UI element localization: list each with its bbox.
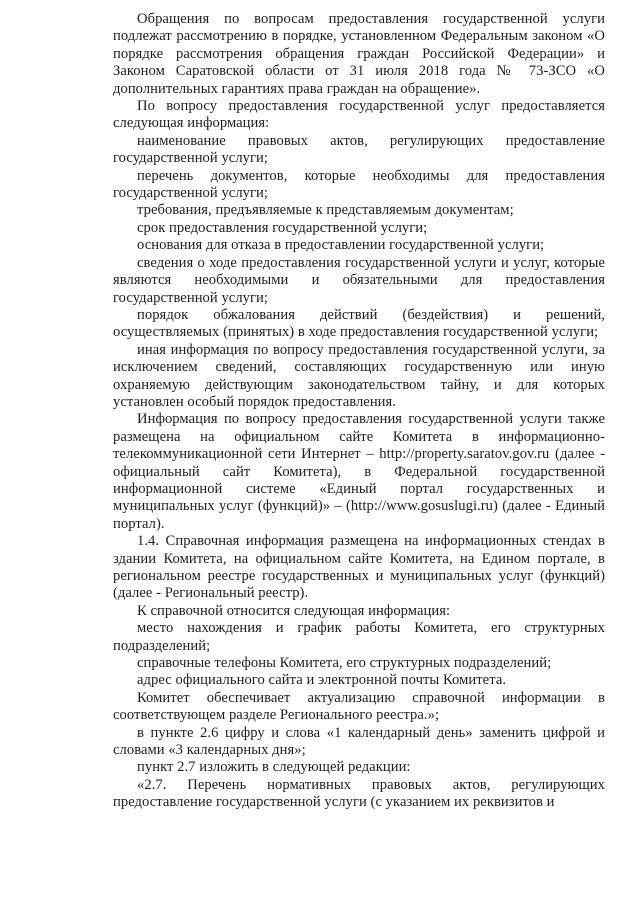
list-item-appeal-procedure: порядок обжалования действий (бездействия) и решений, осуществляемых (принятых) в ходе предоставления государственной услуги; [113,306,605,341]
list-item-website-email: адрес официального сайта и электронной почты Комитета. [137,672,507,689]
list-item-location-schedule: место нахождения и график работы Комитета, его структурных подразделений; [113,620,605,654]
list-item-phones: справочные телефоны Комитета, его структурных подразделений; [137,655,552,672]
paragraph-clause-2-7-intro: пункт 2.7 изложить в следующей редакции: [137,759,411,776]
paragraph-online-sources: Информация по вопросу предоставления государственной услуги также размещена на официальном сайте Комитета в информационно-телекоммуникационной сети Интернет – http://property.saratov.gov.ru (далее - официальный сайт Комитета), в Федеральной государственной информационной системе «Единый портал государственных и муниципальных услуг (функций)» – (http://www.gosuslugi.ru) (далее - Единый портал). [113,411,605,532]
list-item-refusal-grounds: основания для отказа в предоставлении государственной услуги; [137,237,545,254]
paragraph-actualization: Комитет обеспечивает актуализацию справочной информации в соответствующем разделе Регионального реестра.»; [113,689,605,724]
paragraph-clause-2-7-text: «2.7. Перечень нормативных правовых актов, регулирующих предоставление государственной услуги (с указанием их реквизитов и [113,776,605,811]
list-item-requirements: требования, предъявляемые к представляемым документам; [137,202,514,219]
paragraph-section-1-4: 1.4. Справочная информация размещена на информационных стендах в здании Комитета, на официальном сайте Комитета, на Едином портале, в региональном реестре государственных и муниципальных услуг (функций) (далее - Региональный реестр). [113,533,605,602]
list-item-term: срок предоставления государственной услуги; [137,219,428,236]
list-item-legal-acts: наименование правовых актов, регулирующих предоставление государственной услуги; [113,132,605,167]
paragraph-clause-2-6-amendment: в пункте 2.6 цифру и слова «1 календарный день» заменить цифрой и словами «3 календарных дня»; [113,724,605,759]
list-item-other-info: иная информация по вопросу предоставления государственной услуги, за исключением сведений, составляющих государственную или иную охраняемую действующим законодательством тайну, и для которых установлен особый порядок предоставления. [113,341,605,410]
list-item-documents: перечень документов, которые необходимы для предоставления государственной услуги; [113,167,605,202]
paragraph-reference-info-intro: К справочной относится следующая информация: [137,602,451,619]
document-page [113,11,605,812]
list-item-progress-info: сведения о ходе предоставления государственной услуги и услуг, которые являются необходимыми и обязательными для предоставления государственной услуги; [113,254,605,306]
paragraph-appeals-procedure: Обращения по вопросам предоставления государственной услуги подлежат рассмотрению в порядке, установленном Федеральным законом «О порядке рассмотрения обращения граждан Российской Федерации» и Законом Саратовской области от 31 июля 2018 года № 73-ЗСО «О дополнительных гарантиях права граждан на обращение». [113,11,605,97]
paragraph-info-provided-intro: По вопросу предоставления государственной услуг предоставляется следующая информация: [113,98,605,132]
